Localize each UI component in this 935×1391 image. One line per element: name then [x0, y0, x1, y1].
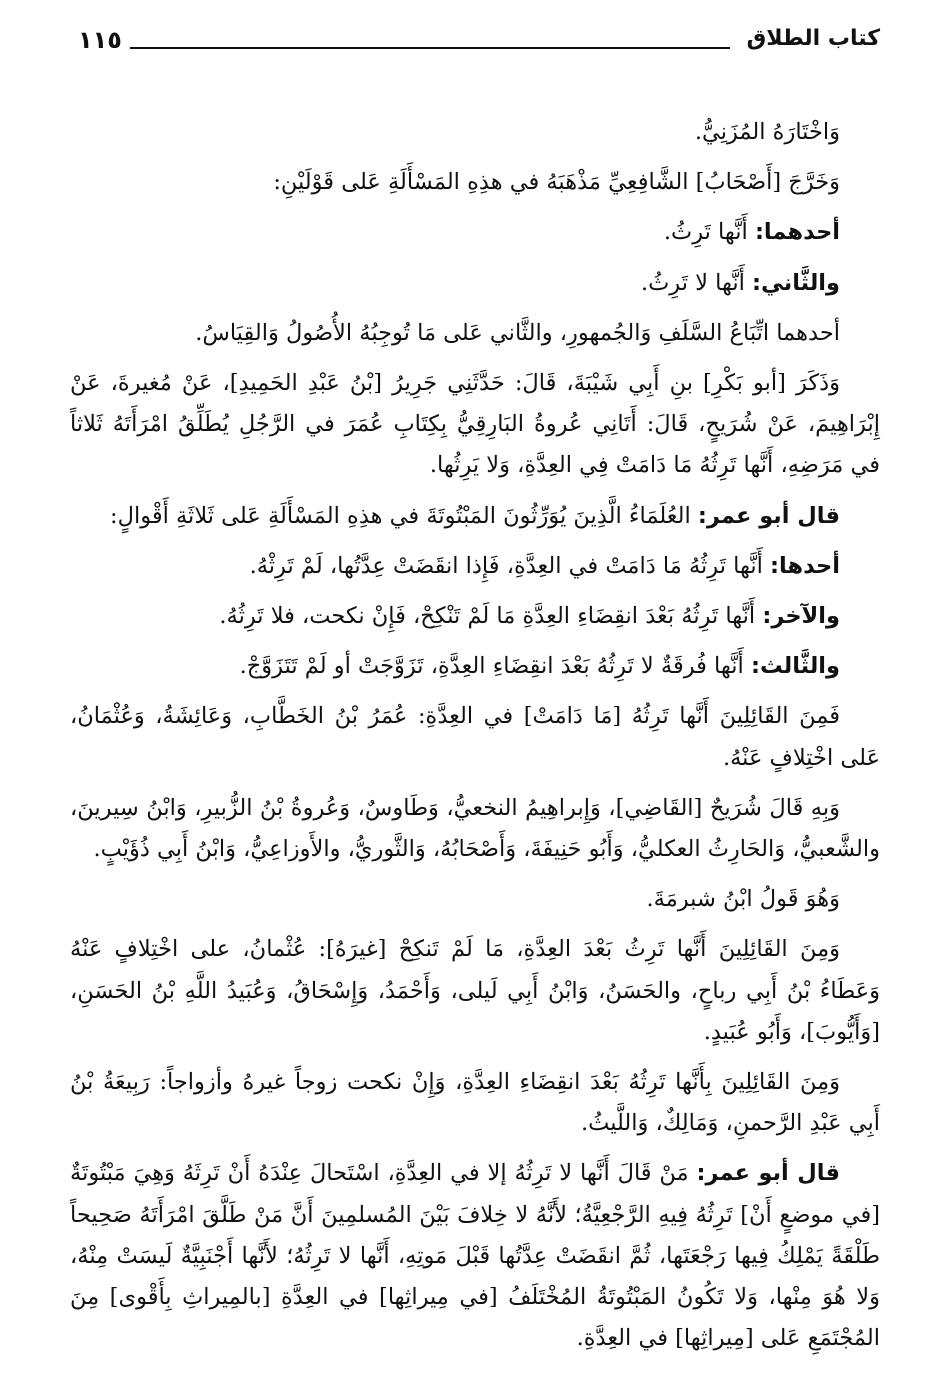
paragraph-lead: أحدهما: — [754, 219, 840, 246]
paragraph-6 — [70, 363, 880, 487]
paragraph-lead: والثَّالث: — [750, 653, 840, 680]
paragraph-11 — [70, 696, 880, 778]
paragraph-10 — [70, 646, 880, 687]
paragraph-2 — [70, 162, 880, 203]
paragraph-text: أحدهما اتِّبَاعُ السَّلَفِ وَالجُمهورِ، والثَّاني عَلى مَا تُوجِبُهُ الأُصُولُ وَالقِيَاسُ. — [195, 319, 840, 346]
paragraph-text: أَنَّها تَرِثُهُ بَعْدَ انقِضَاءِ العِدَّةِ مَا لَمْ تَنْكِحْ، فَإِنْ نكحت، فلا تَرِثُهُ. — [219, 603, 756, 630]
paragraph-text: أَنَّها فُرقَةٌ لا تَرِثُهُ بَعْدَ انقِضَاءِ العِدَّةِ، تَزَوَّجَتْ أو لَمْ تَتَزَوَّجْ. — [239, 653, 744, 680]
paragraph-text: أَنَّها تَرِثُهُ مَا دَامَتْ في العِدَّةِ، فَإِذا انقَضَتْ عِدَّتُها، لَمْ تَرِثْهُ. — [249, 552, 763, 579]
paragraph-text: وَبِهِ قَالَ شُرَيحٌ [القَاضِي]، وَإِبراهِيمُ النخعيُّ، وَطَاوسٌ، وَعُروةُ بْنُ الزُّبيرِ، وَابْنُ سِيرينَ، والشَّعبيُّ، وَالحَارِثُ العكليُّ، وَأَبُو حَنِيفَةَ، وَأَصْحَابُهُ، وَالثَّوريُّ، والأَوزاعِيُّ، وَابْنُ أَبِي ذُؤَيْبٍ. — [70, 794, 880, 863]
paragraph-lead: أحدها: — [770, 552, 840, 579]
paragraph-13 — [70, 879, 880, 920]
paragraph-text: فَمِنَ القَائِلِينَ أَنَّها تَرِثُهُ [مَا دَامَتْ] في العِدَّةِ: عُمَرُ بْنُ الخَطَّابِ، وَعَائِشَةُ، وَعُثْمَانُ، عَلى اخْتِلافٍ عَنْهُ. — [70, 703, 880, 771]
paragraph-4 — [70, 263, 880, 304]
paragraph-1 — [70, 112, 880, 153]
paragraph-lead: قال أبو عمر: — [697, 502, 840, 529]
paragraph-text: مَنْ قَالَ أَنَّها لا تَرِثُهُ إلا في العِدَّةِ، اسْتَحالَ عِنْدَهُ أَنْ تَرِثَهُ وَهِيَ مَبْتُوتَةٌ [في موضعٍ أَنْ] تَرِثُهُ فِيهِ الرَّجْعِيَّةُ؛ لأَنَّهُ لا خِلافَ بَيْنَ المُسلمِينَ أَنَّ مَنْ طَلَّقَ امْرَأَتَهُ صَحِيحاً طَلْقَةً يَمْلِكُ فِيها رَجْعَتَها، ثُمَّ انقَضَتْ عِدَّتُها قَبْلَ مَوتِهِ، أَنَّها لا تَرِثُهُ؛ لأَنَّها أَجْنَبِيَّةٌ لَيسَتْ مِنْهُ، وَلا هُوَ مِنْها، وَلا تَكُونُ المَبْتُوتَةُ المُخْتَلَفُ [في مِيراثِها] في العِدَّةِ [بالمِيراثِ بِأَقْوى] مِنَ المُجْتَمَعِ عَلى [مِيراثِها] في العِدَّةِ. — [70, 1160, 880, 1352]
paragraph-16 — [70, 1153, 880, 1359]
paragraph-text: أَنَّها تَرِثُ. — [663, 219, 748, 246]
paragraph-text: وَمِنَ القَائِلِينَ بِأَنَّها تَرِثُهُ بَعْدَ انقِضَاءِ العِدَّةِ، وَإِنْ نكحت زوجاً غيرهُ وأزواجاً: رَبِيعَةُ بْنُ أَبِي عَبْدِ الرَّحمنِ، وَمَالِكٌ، وَاللَّيثُ. — [70, 1069, 880, 1137]
paragraph-text: العُلَمَاءُ الَّذِينَ يُوَرِّثُونَ المَبْتُوتَةَ في هذِهِ المَسْأَلَةِ عَلى ثَلاثَةِ أَقْوالٍ: — [110, 502, 691, 529]
paragraph-text: أَنَّها لا تَرِثُ. — [640, 269, 745, 296]
paragraph-3 — [70, 212, 880, 253]
paragraph-lead: والآخر: — [762, 603, 840, 630]
running-head — [70, 22, 880, 62]
header-rule — [130, 47, 730, 49]
paragraph-15 — [70, 1062, 880, 1144]
paragraph-lead: والثَّاني: — [752, 269, 840, 296]
paragraph-5 — [70, 313, 880, 354]
paragraph-text: وَهُوَ قَولُ ابْنُ شبرمَةَ. — [646, 886, 840, 913]
book-title: كتاب الطلاق — [746, 26, 880, 51]
paragraph-14 — [70, 929, 880, 1053]
paragraph-text: وَمِنَ القَائِلِينَ أَنَّها تَرِثُ بَعْدَ العِدَّةِ، مَا لَمْ تَنكِحْ [غيرَهُ]: عُثْمانُ، على اخْتِلافٍ عَنْهُ وَعَطَاءُ بْنُ أَبِي رباحٍ، والحَسَنُ، وَابْنُ أَبِي لَيلى، وَأَحْمَدُ، وَإِسْحَاقُ، وَعُبَيدُ اللَّهِ بْنُ الحَسَنِ، [وَأَيُّوبَ]، وَأَبُو عُبَيدٍ. — [70, 936, 880, 1045]
paragraph-7 — [70, 496, 880, 537]
paragraph-text: وَذَكَرَ [أبو بَكْرِ] بنِ أَبِي شَيْبَةَ، قَالَ: حَدَّثَنِي جَرِيرُ [بْنُ عَبْدِ الحَمِيدِ]، عَنْ مُغيرةَ، عَنْ إِبْرَاهِيمَ، عَنْ شُرَيحٍ، قَالَ: أَتَانِي عُروةُ البَارِقِيُّ بِكِتَابِ عُمَرَ في الرَّجُلِ يُطَلِّقُ امْرَأَتَهُ ثَلاثاً في مَرَضِهِ، أَنَّها تَرِثُهُ مَا دَامَتْ فِي العِدَّةِ، وَلا يَرِثُها. — [70, 370, 880, 479]
page-number: ١١٥ — [78, 26, 122, 54]
paragraph-9 — [70, 596, 880, 637]
book-page — [70, 22, 880, 1372]
paragraph-text: وَخَرَّجَ [أَصْحَابُ] الشَّافِعِيِّ مَذْهَبَهُ في هذِهِ المَسْأَلَةِ عَلى قَوْلَيْنِ: — [273, 169, 840, 196]
paragraph-text: وَاخْتَارَهُ المُزَنِيُّ. — [694, 119, 840, 145]
paragraph-lead: قال أبو عمر: — [696, 1160, 840, 1187]
paragraph-8 — [70, 546, 880, 587]
body-text — [70, 112, 880, 1359]
paragraph-12 — [70, 788, 880, 870]
